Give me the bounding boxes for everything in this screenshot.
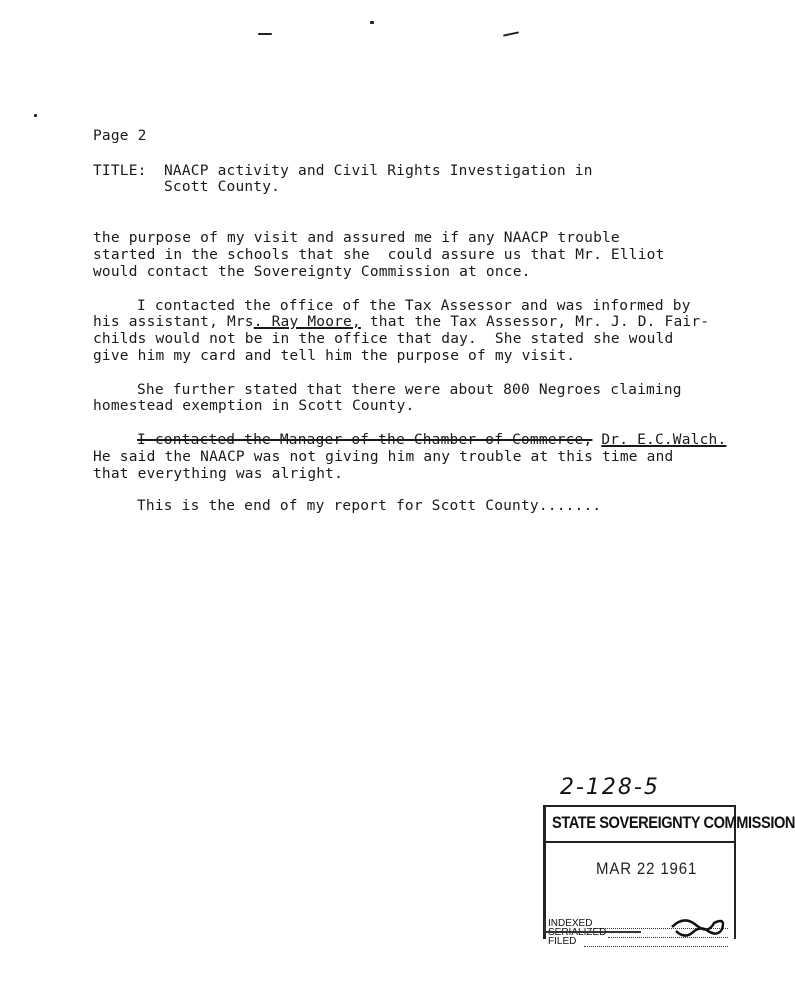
- body-line: She further stated that there were about 800 Negroes claiming: [137, 382, 682, 398]
- stamp-row-indexed: INDEXED: [548, 918, 593, 929]
- handwritten-underlined-name: . Ray Moore,: [253, 314, 361, 330]
- stamp-agency: STATE SOVEREIGNTY COMMISSION: [552, 813, 795, 832]
- body-text: that the Tax Assessor, Mr. J. D. Fair-: [360, 314, 710, 330]
- body-line: would contact the Sovereignty Commission at once.: [93, 264, 531, 280]
- body-line: started in the schools that she could assure us that Mr. Elliot: [93, 247, 665, 263]
- page-label: Page 2: [93, 128, 147, 144]
- body-line: the purpose of my visit and assured me if any NAACP trouble: [93, 230, 620, 246]
- body-text: his assistant, Mrs: [93, 314, 254, 330]
- body-line: that everything was alright.: [93, 466, 344, 482]
- body-line: This is the end of my report for Scott County.......: [137, 498, 602, 514]
- struck-text: I contacted the Manager of the Chamber of Commerce,: [137, 432, 593, 448]
- body-line: He said the NAACP was not giving him any trouble at this time and: [93, 449, 674, 465]
- handwritten-file-number: 2-128-5: [560, 775, 660, 800]
- initials-scribble-icon: [670, 913, 730, 939]
- scan-speck: [503, 31, 519, 36]
- scan-speck: [370, 21, 374, 24]
- scan-speck: [258, 33, 272, 35]
- body-line: I contacted the office of the Tax Assessor and was informed by: [137, 298, 691, 314]
- stamp-divider: [546, 841, 734, 843]
- stamp-row-serialized: SERIALIZED: [548, 927, 607, 938]
- stamp-date: MAR 22 1961: [596, 859, 698, 878]
- commission-stamp: [540, 775, 795, 947]
- body-line: [93, 314, 709, 330]
- body-line: [137, 432, 726, 448]
- stamp-row-line: [584, 946, 728, 947]
- stamp-row-filed: FILED: [548, 936, 577, 947]
- body-line: homestead exemption in Scott County.: [93, 398, 415, 414]
- scan-speck: [34, 114, 37, 117]
- title-line-2: Scott County.: [164, 179, 281, 195]
- title-line-1: NAACP activity and Civil Rights Investigation in: [164, 163, 593, 179]
- stamp-foot-bracket: [544, 919, 641, 933]
- handwritten-underlined-name: Dr. E.C.Walch.: [601, 432, 727, 448]
- body-line: give him my card and tell him the purpose of my visit.: [93, 348, 576, 364]
- title-label: TITLE:: [93, 163, 147, 179]
- body-line: childs would not be in the office that day. She stated she would: [93, 331, 674, 347]
